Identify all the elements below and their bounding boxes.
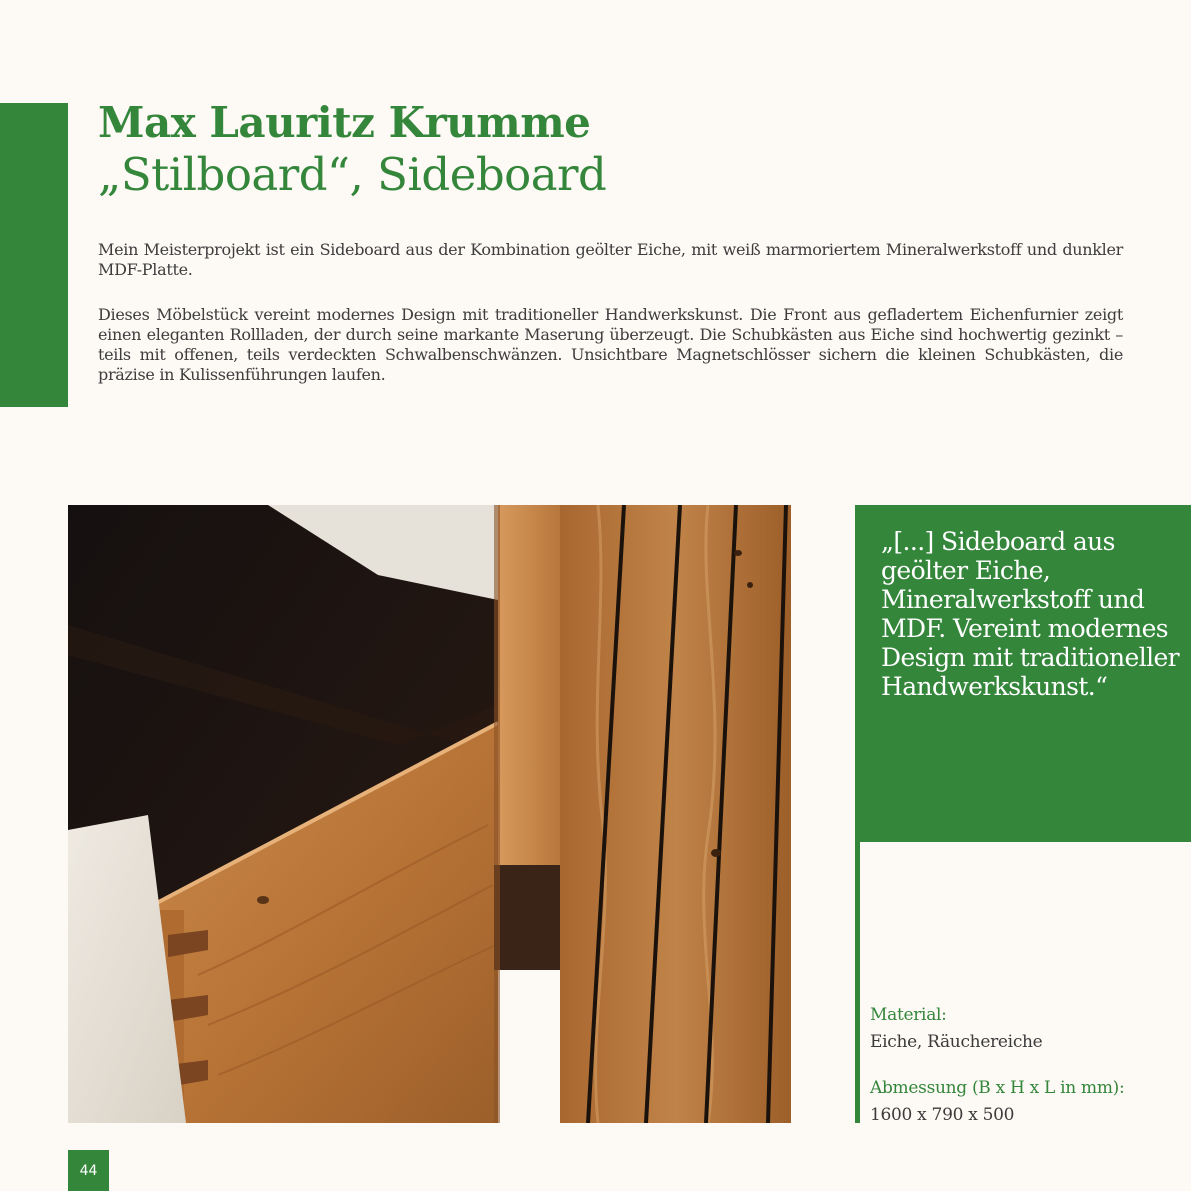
pull-quote-box	[855, 505, 1191, 842]
pull-quote: „[...] Sideboard aus geölter Eiche, Mineralwerkstoff und MDF. Vereint modernes Design mit traditioneller Handwerkskunst.“	[881, 527, 1180, 701]
designer-name: Max Lauritz Krumme	[98, 98, 591, 147]
project-title: „Stilboard“, Sideboard	[98, 148, 607, 201]
page-number: 44	[68, 1150, 109, 1191]
dimensions-label: Abmessung (B x H x L in mm):	[870, 1078, 1125, 1098]
intro-paragraph: Mein Meisterprojekt ist ein Sideboard aus der Kombination geölter Eiche, mit weiß marmoriertem Mineralwerkstoff und dunkler MDF-Platte.	[98, 240, 1123, 279]
sideboard-photo	[68, 505, 791, 1123]
material-label: Material:	[870, 1005, 947, 1025]
details-accent-line	[855, 842, 860, 1123]
description-paragraph: Dieses Möbelstück vereint modernes Design mit traditioneller Handwerkskunst. Die Front aus gefladertem Eichenfurnier zeigt einen eleganten Rollladen, der durch seine markante Maserung überzeugt. Die Schubkästen aus Eiche sind hochwertig gezinkt – teils mit offenen, teils verdeckten Schwalbenschwänzen. Unsichtbare Magnetschlösser sichern die kleinen Schubkästen, die präzise in Kulissenführungen laufen.	[98, 305, 1123, 384]
dimensions-value: 1600 x 790 x 500	[870, 1105, 1015, 1125]
material-value: Eiche, Räuchereiche	[870, 1032, 1043, 1052]
accent-bar	[0, 103, 68, 407]
